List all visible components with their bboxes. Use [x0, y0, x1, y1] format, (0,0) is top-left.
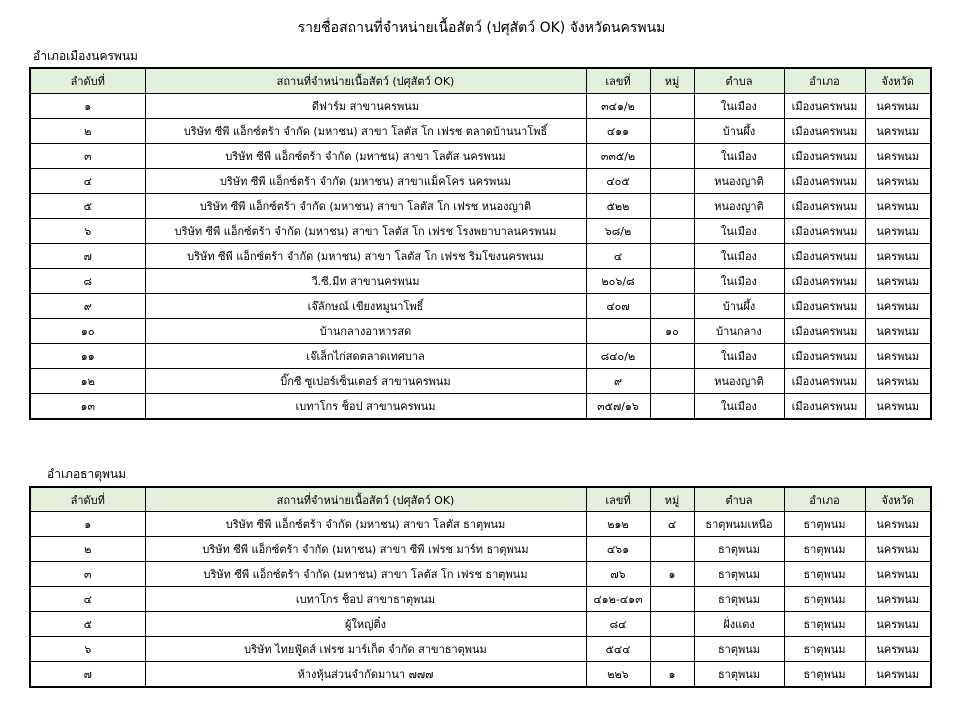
cell-place: เจ๊เล็กไก่สดตลาดเทศบาล [145, 344, 586, 369]
cell-number: ๕๒๒ [586, 194, 650, 219]
header-moo: หมู่ [650, 68, 694, 94]
cell-number: ๒๑๒ [586, 512, 650, 537]
cell-number: ๔ [586, 244, 650, 269]
header-number: เลขที่ [586, 68, 650, 94]
cell-order: ๖ [30, 219, 145, 244]
cell-subdistrict: บ้านกลาง [694, 319, 784, 344]
cell-province: นครพนม [865, 269, 931, 294]
cell-number: ๔๐๗ [586, 294, 650, 319]
cell-province: นครพนม [865, 94, 931, 119]
cell-place: เบทาโกร ช็อป สาขาธาตุพนม [145, 587, 586, 612]
cell-moo [650, 94, 694, 119]
cell-moo [650, 119, 694, 144]
cell-order: ๑ [30, 94, 145, 119]
cell-place: ห้างหุ้นส่วนจำกัดมานา ๗๗๗ [145, 662, 586, 688]
cell-subdistrict: ในเมือง [694, 269, 784, 294]
cell-number [586, 319, 650, 344]
header-order: ลำดับที่ [30, 487, 145, 512]
cell-number: ๔๑๒-๔๑๓ [586, 587, 650, 612]
section-title-mueang: อำเภอเมืองนครพนม [33, 49, 138, 63]
cell-province: นครพนม [865, 662, 931, 688]
cell-subdistrict: หนองญาติ [694, 369, 784, 394]
table-row [30, 119, 931, 144]
cell-place: ผู้ใหญ่ติ๋ง [145, 612, 586, 637]
header-moo: หมู่ [650, 487, 694, 512]
table-row [30, 369, 931, 394]
cell-district: ธาตุพนม [784, 612, 865, 637]
cell-order: ๕ [30, 194, 145, 219]
cell-place: บริษัท ซีพี แอ็กซ์ตร้า จำกัด (มหาชน) สาขา โลตัส นครพนม [145, 144, 586, 169]
header-order: ลำดับที่ [30, 68, 145, 94]
header-place: สถานที่จำหน่ายเนื้อสัตว์ (ปศุสัตว์ OK) [145, 68, 586, 94]
cell-place: บริษัท ซีพี แอ็กซ์ตร้า จำกัด (มหาชน) สาขา โลตัส โก เฟรช หนองญาติ [145, 194, 586, 219]
cell-province: นครพนม [865, 394, 931, 420]
table-row [30, 144, 931, 169]
cell-subdistrict: ในเมือง [694, 244, 784, 269]
cell-place: วี.ซี.มีท สาขานครพนม [145, 269, 586, 294]
cell-place: บริษัท ซีพี แอ็กซ์ตร้า จำกัด (มหาชน) สาขา โลตัส ธาตุพนม [145, 512, 586, 537]
table-mueang-nakhon-phanom [29, 67, 932, 420]
cell-order: ๓ [30, 144, 145, 169]
cell-number: ๔๖๑ [586, 537, 650, 562]
cell-subdistrict: ธาตุพนม [694, 637, 784, 662]
table-row [30, 587, 931, 612]
cell-place: บริษัท ซีพี แอ็กซ์ตร้า จำกัด (มหาชน) สาขา โลตัส โก เฟรช ริมโขงนครพนม [145, 244, 586, 269]
cell-moo [650, 219, 694, 244]
header-province: จังหวัด [865, 487, 931, 512]
table-row [30, 662, 931, 688]
cell-order: ๓ [30, 562, 145, 587]
cell-district: ธาตุพนม [784, 562, 865, 587]
cell-district: ธาตุพนม [784, 537, 865, 562]
cell-subdistrict: หนองญาติ [694, 194, 784, 219]
cell-order: ๒ [30, 537, 145, 562]
table-body [30, 94, 931, 420]
cell-order: ๖ [30, 637, 145, 662]
table-row [30, 319, 931, 344]
cell-order: ๒ [30, 119, 145, 144]
cell-place: บริษัท ซีพี แอ็กซ์ตร้า จำกัด (มหาชน) สาขา โลตัส โก เฟรช ตลาดบ้านนาโพธิ์ [145, 119, 586, 144]
cell-province: นครพนม [865, 194, 931, 219]
cell-province: นครพนม [865, 537, 931, 562]
cell-district: เมืองนครพนม [784, 244, 865, 269]
cell-district: เมืองนครพนม [784, 144, 865, 169]
cell-district: เมืองนครพนม [784, 219, 865, 244]
cell-number: ๓๕๗/๑๖ [586, 394, 650, 420]
cell-order: ๑ [30, 512, 145, 537]
cell-district: ธาตุพนม [784, 637, 865, 662]
cell-district: เมืองนครพนม [784, 369, 865, 394]
cell-subdistrict: ในเมือง [694, 94, 784, 119]
table-row [30, 537, 931, 562]
section-title-that-phanom: อำเภอธาตุพนม [47, 467, 127, 481]
cell-province: นครพนม [865, 637, 931, 662]
cell-subdistrict: ฝั่งแดง [694, 612, 784, 637]
cell-number: ๒๒๖ [586, 662, 650, 688]
cell-province: นครพนม [865, 119, 931, 144]
cell-moo [650, 612, 694, 637]
table-row [30, 169, 931, 194]
cell-province: นครพนม [865, 244, 931, 269]
header-district: อำเภอ [784, 68, 865, 94]
cell-province: นครพนม [865, 294, 931, 319]
table-row [30, 219, 931, 244]
cell-moo [650, 637, 694, 662]
cell-district: ธาตุพนม [784, 587, 865, 612]
cell-place: เจ๊ลักษณ์ เขียงหมูนาโพธิ์ [145, 294, 586, 319]
cell-number: ๙ [586, 369, 650, 394]
table-that-phanom [29, 486, 932, 688]
table-row [30, 512, 931, 537]
cell-moo [650, 169, 694, 194]
table-row [30, 194, 931, 219]
cell-subdistrict: หนองญาติ [694, 169, 784, 194]
cell-district: เมืองนครพนม [784, 94, 865, 119]
table-row [30, 612, 931, 637]
table-row [30, 394, 931, 420]
header-province: จังหวัด [865, 68, 931, 94]
cell-moo [650, 344, 694, 369]
cell-number: ๒๐๖/๘ [586, 269, 650, 294]
table-row [30, 344, 931, 369]
cell-place: บ้านกลางอาหารสด [145, 319, 586, 344]
cell-subdistrict: ธาตุพนม [694, 537, 784, 562]
cell-order: ๑๓ [30, 394, 145, 420]
cell-number: ๓๔๑/๒ [586, 94, 650, 119]
cell-district: ธาตุพนม [784, 512, 865, 537]
cell-place: ดีฟาร์ม สาขานครพนม [145, 94, 586, 119]
table-row [30, 637, 931, 662]
cell-province: นครพนม [865, 169, 931, 194]
cell-province: นครพนม [865, 344, 931, 369]
table-row [30, 294, 931, 319]
cell-moo [650, 144, 694, 169]
cell-moo: ๑๐ [650, 319, 694, 344]
cell-moo [650, 369, 694, 394]
cell-moo [650, 244, 694, 269]
cell-order: ๑๑ [30, 344, 145, 369]
header-number: เลขที่ [586, 487, 650, 512]
cell-moo: ๑ [650, 562, 694, 587]
cell-subdistrict: ธาตุพนม [694, 587, 784, 612]
cell-moo [650, 294, 694, 319]
cell-moo [650, 537, 694, 562]
cell-number: ๗๖ [586, 562, 650, 587]
cell-place: เบทาโกร ช็อป สาขานครพนม [145, 394, 586, 420]
cell-subdistrict: บ้านผึ้ง [694, 119, 784, 144]
cell-place: บริษัท ซีพี แอ็กซ์ตร้า จำกัด (มหาชน) สาขาแม็คโคร นครพนม [145, 169, 586, 194]
cell-district: เมืองนครพนม [784, 344, 865, 369]
cell-number: ๓๓๕/๒ [586, 144, 650, 169]
cell-district: เมืองนครพนม [784, 269, 865, 294]
cell-number: ๔๐๕ [586, 169, 650, 194]
table-row [30, 244, 931, 269]
table-row [30, 94, 931, 119]
cell-number: ๘๔๐/๒ [586, 344, 650, 369]
cell-number: ๕๔๔ [586, 637, 650, 662]
cell-subdistrict: ในเมือง [694, 219, 784, 244]
cell-province: นครพนม [865, 562, 931, 587]
cell-district: เมืองนครพนม [784, 394, 865, 420]
cell-province: นครพนม [865, 612, 931, 637]
cell-subdistrict: ในเมือง [694, 344, 784, 369]
cell-place: บริษัท ซีพี แอ็กซ์ตร้า จำกัด (มหาชน) สาขา โลตัส โก เฟรช ธาตุพนม [145, 562, 586, 587]
cell-province: นครพนม [865, 319, 931, 344]
table-row [30, 562, 931, 587]
cell-subdistrict: ในเมือง [694, 144, 784, 169]
cell-moo: ๑ [650, 662, 694, 688]
header-district: อำเภอ [784, 487, 865, 512]
cell-moo [650, 394, 694, 420]
cell-order: ๗ [30, 244, 145, 269]
table-header-row [30, 68, 931, 94]
cell-district: เมืองนครพนม [784, 319, 865, 344]
cell-moo [650, 269, 694, 294]
cell-district: เมืองนครพนม [784, 194, 865, 219]
cell-order: ๑๒ [30, 369, 145, 394]
cell-place: บริษัท ซีพี แอ็กซ์ตร้า จำกัด (มหาชน) สาขา โลตัส โก เฟรช โรงพยาบาลนครพนม [145, 219, 586, 244]
cell-moo [650, 587, 694, 612]
cell-number: ๖๘/๒ [586, 219, 650, 244]
cell-district: เมืองนครพนม [784, 119, 865, 144]
cell-order: ๕ [30, 612, 145, 637]
cell-province: นครพนม [865, 587, 931, 612]
cell-order: ๗ [30, 662, 145, 688]
cell-moo [650, 194, 694, 219]
cell-province: นครพนม [865, 144, 931, 169]
cell-place: บริษัท ไทยฟู้ดส์ เฟรช มาร์เก็ต จำกัด สาขาธาตุพนม [145, 637, 586, 662]
cell-order: ๙ [30, 294, 145, 319]
cell-place: บิ๊กซี ซูเปอร์เซ็นเตอร์ สาขานครพนม [145, 369, 586, 394]
cell-order: ๘ [30, 269, 145, 294]
cell-district: เมืองนครพนม [784, 294, 865, 319]
header-place: สถานที่จำหน่ายเนื้อสัตว์ (ปศุสัตว์ OK) [145, 487, 586, 512]
cell-province: นครพนม [865, 219, 931, 244]
cell-moo: ๔ [650, 512, 694, 537]
cell-district: เมืองนครพนม [784, 169, 865, 194]
cell-subdistrict: บ้านผึ้ง [694, 294, 784, 319]
page-title: รายชื่อสถานที่จำหน่ายเนื้อสัตว์ (ปศุสัตว์ OK) จังหวัดนครพนม [297, 20, 666, 36]
cell-subdistrict: ธาตุพนม [694, 662, 784, 688]
cell-province: นครพนม [865, 369, 931, 394]
cell-order: ๑๐ [30, 319, 145, 344]
cell-number: ๘๔ [586, 612, 650, 637]
header-subdistrict: ตำบล [694, 487, 784, 512]
cell-district: ธาตุพนม [784, 662, 865, 688]
cell-number: ๔๑๑ [586, 119, 650, 144]
cell-subdistrict: ธาตุพนมเหนือ [694, 512, 784, 537]
table-header-row [30, 487, 931, 512]
cell-order: ๔ [30, 587, 145, 612]
header-subdistrict: ตำบล [694, 68, 784, 94]
cell-subdistrict: ธาตุพนม [694, 562, 784, 587]
cell-province: นครพนม [865, 512, 931, 537]
cell-order: ๔ [30, 169, 145, 194]
cell-subdistrict: ในเมือง [694, 394, 784, 420]
cell-place: บริษัท ซีพี แอ็กซ์ตร้า จำกัด (มหาชน) สาขา ซีพี เฟรช มาร์ท ธาตุพนม [145, 537, 586, 562]
table-body [30, 512, 931, 688]
table-row [30, 269, 931, 294]
